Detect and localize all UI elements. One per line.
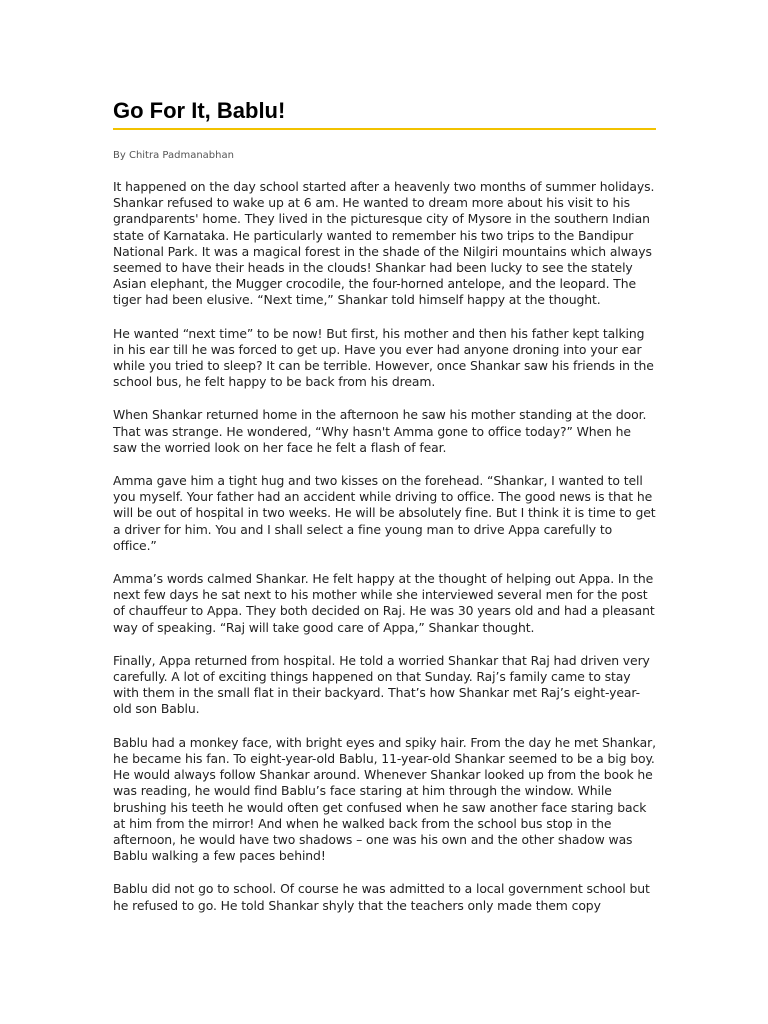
article-title: Go For It, Bablu! [113, 98, 286, 123]
paragraph-2: He wanted “next time” to be now! But first, his mother and then his father kept talking in his ear till he was forced to get up. Have you ever had anyone droning into your ear while you tried to sleep? It can be terrible. However, once Shankar saw his friends in the school bus, he felt happy to be back from his dream. [113, 325, 654, 390]
article-body [113, 179, 658, 931]
paragraph-3: When Shankar returned home in the afternoon he saw his mother standing at the door. That was strange. He wondered, “Why hasn't Amma gone to office today?” When he saw the worried look on her face he felt a flash of fear. [113, 407, 647, 455]
paragraph-6: Finally, Appa returned from hospital. He told a worried Shankar that Raj had driven very carefully. A lot of exciting things happened on that Sunday. Raj’s family came to stay with them in the small flat in their backyard. That’s how Shankar met Raj’s eight-year-old son Bablu. [113, 652, 650, 717]
paragraph-4: Amma gave him a tight hug and two kisses on the forehead. “Shankar, I wanted to tell you myself. Your father had an accident while driving to office. The good news is that he will be out of hospital in two weeks. He will be absolutely fine. But I think it is time to get a driver for him. You and I shall select a fine young man to drive Appa carefully to office.” [113, 473, 656, 553]
article-byline: By Chitra Padmanabhan [113, 150, 234, 161]
paragraph-8: Bablu did not go to school. Of course he was admitted to a local government school but he refused to go. He told Shankar shyly that the teachers only made them copy [113, 881, 650, 913]
paragraph-1: It happened on the day school started after a heavenly two months of summer holidays. Shankar refused to wake up at 6 am. He wanted to dream more about his visit to his grandparents' home. They lived in the picturesque city of Mysore in the southern Indian state of Karnataka. He particularly wanted to remember his two trips to the Bandipur National Park. It was a magical forest in the shade of the Nilgiri mountains which always seemed to have their heads in the clouds! Shankar had been lucky to see the stately Asian elephant, the Mugger crocodile, the four-horned antelope, and the leopard. The tiger had been elusive. “Next time,” Shankar told himself happy at the thought. [113, 179, 655, 308]
paragraph-5: Amma’s words calmed Shankar. He felt happy at the thought of helping out Appa. In the next few days he sat next to his mother while she interviewed several men for the post of chauffeur to Appa. They both decided on Raj. He was 30 years old and had a pleasant way of speaking. “Raj will take good care of Appa,” Shankar thought. [113, 571, 655, 635]
title-divider [113, 128, 656, 130]
paragraph-7: Bablu had a monkey face, with bright eyes and spiky hair. From the day he met Shankar, he became his fan. To eight-year-old Bablu, 11-year-old Shankar seemed to be a big boy. He would always follow Shankar around. Whenever Shankar looked up from the book he was reading, he would find Bablu’s face staring at him through the window. While brushing his teeth he would often get confused when he saw another face staring back at him from the mirror! And when he walked back from the school bus stop in the afternoon, he would have two shadows – one was his own and the other shadow was Bablu walking a few paces behind! [113, 734, 656, 864]
